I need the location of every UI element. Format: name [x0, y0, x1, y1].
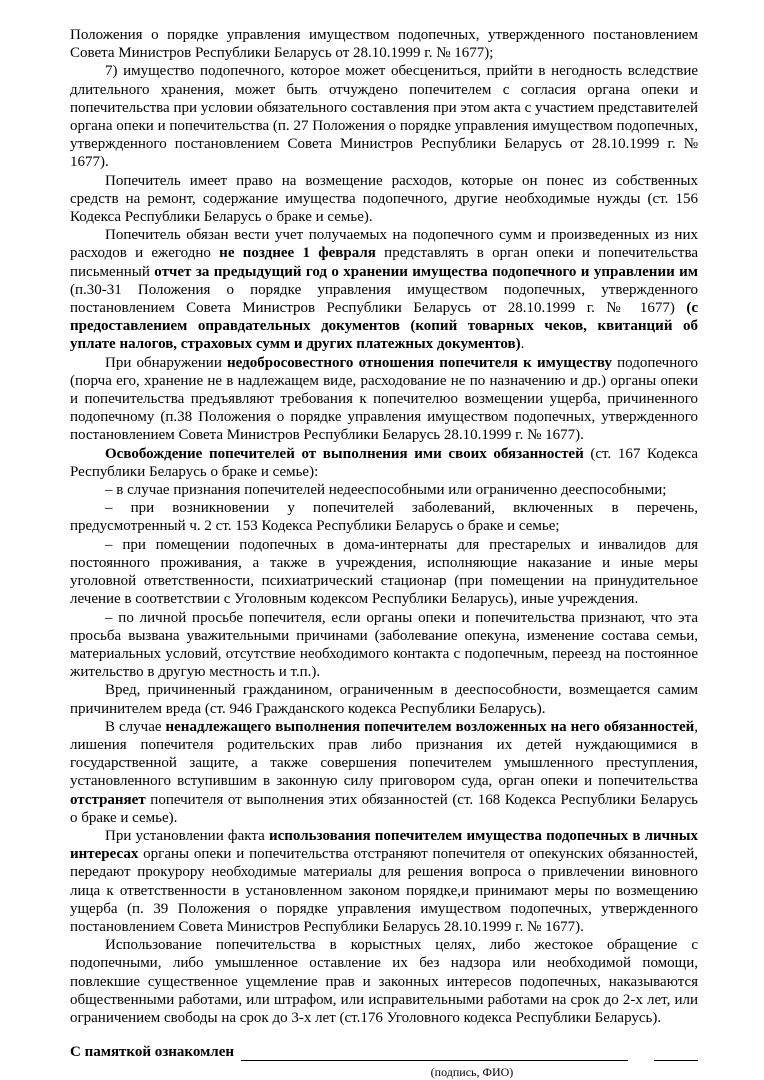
document-body	[70, 26, 698, 1027]
paragraph	[70, 936, 698, 1027]
paragraph-run: 7) имущество подопечного, которое может обесцениться, прийти в негодность вследствие длительного хранения, может быть отчуждено попечителем с согласия органа опеки и попечительства при условии обязательного составления при этом акта с участием представителей органа опеки и попечительства (п. 27 Положения о порядке управления имуществом подопечных, утвержденного постановлением Совета Министров Республики Беларусь от 28.10.1999 г. № 1677).	[70, 63, 698, 171]
paragraph	[70, 62, 698, 171]
paragraph-run: – при возникновении у попечителей заболеваний, включенных в перечень, предусмотренный ч. 2 ст. 153 Кодекса Республики Беларусь о браке и семье;	[70, 500, 698, 535]
paragraph	[70, 354, 698, 445]
paragraph-run: Вред, причиненный гражданином, ограниченным в дееспособности, возмещается самим причинителем вреда (ст. 946 Гражданского кодекса Республики Беларусь).	[70, 682, 698, 717]
paragraph-run: Попечитель имеет право на возмещение расходов, которые он понес из собственных средств на ремонт, содержание имущества подопечного, другие необходимые нужды (ст. 156 Кодекса Республики Беларусь о браке и семье).	[70, 172, 698, 226]
paragraph-run: – в случае признания попечителей недееспособными или ограниченно дееспособными;	[105, 482, 667, 499]
signature-line	[241, 1045, 628, 1062]
signature-label: С памяткой ознакомлен	[70, 1044, 235, 1061]
paragraph-run: подопечного (порча его, хранение не в надлежащем виде, расходование не по назначению и др.) органы опеки и попечительства предъявляют требования к попечителюо возмещении ущерба, причиненного подопечному (п.38 Положения о порядке управления имуществом подопечных, утвержденного постановлением Совета Министров Республики Беларусь 28.10.1999 г. № 1677).	[70, 354, 699, 444]
paragraph-run-bold: не позднее 1 февраля	[219, 245, 376, 262]
paragraph-run: (п.30-31 Положения о порядке управления имуществом подопечных, утвержденного постановлением Совета Министров Республики Беларусь от 28.10.1999 г. № 1677)	[70, 281, 698, 317]
paragraph-run: , лишения попечителя родительских прав либо признания их детей нуждающимися в государственной защите, а также совершения попечителем умышленного преступления, установленного вступившим в законную силу приговором суда, орган опеки и попечительства	[70, 718, 698, 790]
paragraph-run: органы опеки и попечительства отстраняют попечителя от опекунских обязанностей, передают прокурору необходимые материалы для решения вопроса о привлечении виновного лица к ответственности в установленном законом порядке,и принимают меры по возмещению ущерба (п. 39 Положения о порядке управления имуществом подопечных, утвержденного постановлением Совета Министров Республики Беларусь 28.10.1999 г. № 1677).	[70, 846, 698, 935]
paragraph-run: (ст. 167 Кодекса Республики Беларусь о браке и семье):	[70, 445, 698, 480]
signature-line-gap	[628, 1046, 654, 1062]
paragraph-run-bold: ненадлежащего выполнения попечителем возложенных на него обязанностей	[165, 718, 695, 735]
paragraph-run: – при помещении подопечных в дома-интернаты для престарелых и инвалидов для постоянного проживания, а также в учреждения, исполняющие наказание и иные меры уголовной ответственности, психиатрический стационар (при помещении на принудительное лечение в соответствии с Уголовным кодексом Республики Беларусь), иные учреждения.	[70, 536, 698, 608]
paragraph	[70, 445, 698, 481]
paragraph-run: При обнаружении	[105, 354, 228, 371]
paragraph	[70, 718, 698, 827]
paragraph-run: Попечитель обязан вести учет получаемых на подопечного сумм и произведенных из них расходов и ежегодно	[70, 227, 698, 262]
paragraph-run: В случае	[105, 718, 166, 735]
paragraph-run-bold: отстраняет	[70, 791, 146, 808]
paragraph-run-bold: отчет за предыдущий год о хранении имущества подопечного и управлении им	[154, 263, 698, 280]
paragraph-run: .	[520, 336, 525, 353]
paragraph	[70, 499, 698, 535]
paragraph	[70, 226, 698, 353]
paragraph-run: При установлении факта	[105, 827, 269, 844]
paragraph-run-bold: использования попечителем имущества подопечных в личных интересах	[70, 827, 698, 863]
paragraph	[70, 172, 698, 227]
paragraph	[70, 827, 698, 936]
paragraph	[70, 681, 698, 717]
signature-line-short	[654, 1045, 698, 1062]
signature-caption: (подпись, ФИО)	[430, 1065, 514, 1080]
paragraph-run-bold: (с предоставлением оправдательных документов (копий товарных чеков, квитанций об уплате налогов, страховых сумм и других платежных документов)	[70, 300, 698, 353]
paragraph	[70, 609, 698, 682]
paragraph-run: Положения о порядке управления имуществом подопечных, утвержденного постановлением Совета Министров Республики Беларусь от 28.10.1999 г. № 1677);	[70, 27, 698, 62]
paragraph-run-bold: недобросовестного отношения попечителя к имуществу	[227, 354, 612, 371]
paragraph	[70, 536, 698, 609]
paragraph-run: представлять в орган опеки и попечительства письменный	[70, 245, 699, 280]
paragraph-run: – по личной просьбе попечителя, если органы опеки и попечительства признают, что эта просьба вызвана уважительными причинами (заболевание опекуна, изменение состава семьи, материальных условий, отсутствие необходимого контакта с подопечным, переезд на постоянное жительство в другую местность и т.п.).	[70, 609, 698, 681]
paragraph-run: попечителя от выполнения этих обязанностей (ст. 168 Кодекса Республики Беларусь о браке и семье).	[70, 791, 698, 826]
paragraph-run-bold: Освобождение попечителей от выполнения ими своих обязанностей	[105, 445, 584, 462]
paragraph-run: Использование попечительства в корыстных целях, либо жестокое обращение с подопечными, либо умышленное оставление их без надзора или необходимой помощи, повлекшие существенное ущемление прав и законных интересов подопечных, наказываются общественными работами, или штрафом, или исправительными работами на срок до 2-х лет, или ограничением свободы на срок до 3-х лет (ст.176 Уголовного кодекса Республики Беларусь).	[70, 937, 698, 1026]
paragraph	[70, 481, 698, 499]
signature-row	[70, 1043, 698, 1061]
paragraph	[70, 26, 698, 62]
